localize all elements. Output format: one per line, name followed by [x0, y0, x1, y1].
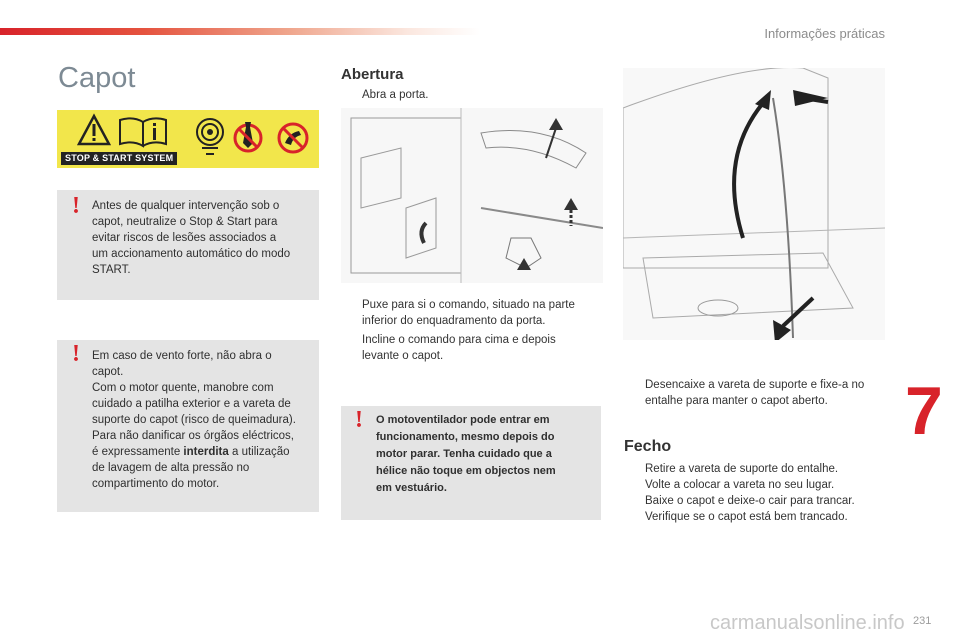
warning-line: motor parar. Tenha cuidado que a: [376, 448, 552, 460]
step-lift-bonnet: Incline o comando para cima e depois levante o capot.: [362, 334, 556, 362]
warning-pictogram-strip: [57, 110, 319, 168]
warning-line: cuidado a patilha exterior e a vareta de: [92, 398, 291, 410]
warning-line: capot, neutralize o Stop & Start para: [92, 216, 278, 228]
warning-line-interdita: é expressamente interdita a utilização: [92, 446, 290, 458]
step-replace-stay: Volte a colocar a vareta no seu lugar.: [645, 479, 835, 491]
warning-line: de lavagem de alta pressão no: [92, 462, 250, 474]
page-number: 231: [913, 615, 932, 627]
step-open-door: Abra a porta.: [362, 89, 429, 101]
warning-line: evitar riscos de lesões associados a: [92, 232, 277, 244]
stop-start-label: STOP & START SYSTEM: [61, 152, 177, 165]
step-remove-stay: Retire a vareta de suporte do entalhe.: [645, 463, 839, 475]
warning-line: Antes de qualquer intervenção sob o: [92, 200, 280, 212]
warning-box-stop-start: [57, 190, 319, 300]
fan-icon: [197, 119, 223, 154]
page-title: Capot: [58, 62, 136, 94]
warning-line: Com o motor quente, manobre com: [92, 382, 274, 394]
warning-line: compartimento do motor.: [92, 478, 220, 490]
section-header: Informações práticas: [764, 26, 885, 41]
interdita-emphasis: interdita: [183, 446, 229, 458]
warning-line: START.: [92, 264, 131, 276]
step-lower-bonnet: Baixe o capot e deixe-o cair para trancar.: [645, 495, 855, 507]
warning-line: capot.: [92, 366, 124, 378]
warning-line: um accionamento automático do modo: [92, 248, 291, 260]
warning-line: Em caso de vento forte, não abra o: [92, 350, 272, 362]
manual-book-icon: [120, 118, 166, 146]
exclamation-icon: !: [72, 341, 80, 367]
warning-line: Para não danificar os órgãos eléctricos,: [92, 430, 294, 442]
no-tie-icon: [235, 122, 261, 151]
warning-box-fan: [341, 406, 601, 520]
warning-box-wind-heat: [57, 340, 319, 512]
heading-fecho: Fecho: [624, 438, 672, 455]
bonnet-stay-illustration: [623, 68, 885, 340]
header-accent-bar: [0, 28, 480, 35]
exclamation-icon: !: [72, 193, 80, 219]
warning-line: em vestuário.: [376, 482, 447, 494]
chapter-number: 7: [905, 373, 943, 449]
heading-abertura: Abertura: [341, 66, 404, 83]
warning-line: suporte do capot (risco de queimadura).: [92, 414, 296, 426]
door-release-illustration: [341, 108, 603, 283]
step-check-lock: Verifique se o capot está bem trancado.: [645, 511, 848, 523]
exclamation-icon: !: [355, 407, 363, 433]
warning-triangle-icon: [79, 116, 109, 144]
watermark: carmanualsonline.info: [710, 612, 905, 634]
warning-line: hélice não toque em objectos nem: [376, 465, 556, 477]
no-hand-icon: [279, 124, 307, 152]
step-fix-stay: Desencaixe a vareta de suporte e fixe-a no entalhe para manter o capot aberto.: [645, 379, 865, 407]
step-pull-lever: Puxe para si o comando, situado na parte inferior do enquadramento da porta.: [362, 299, 575, 327]
warning-line: funcionamento, mesmo depois do: [376, 431, 555, 443]
warning-line: O motoventilador pode entrar em: [376, 414, 550, 426]
